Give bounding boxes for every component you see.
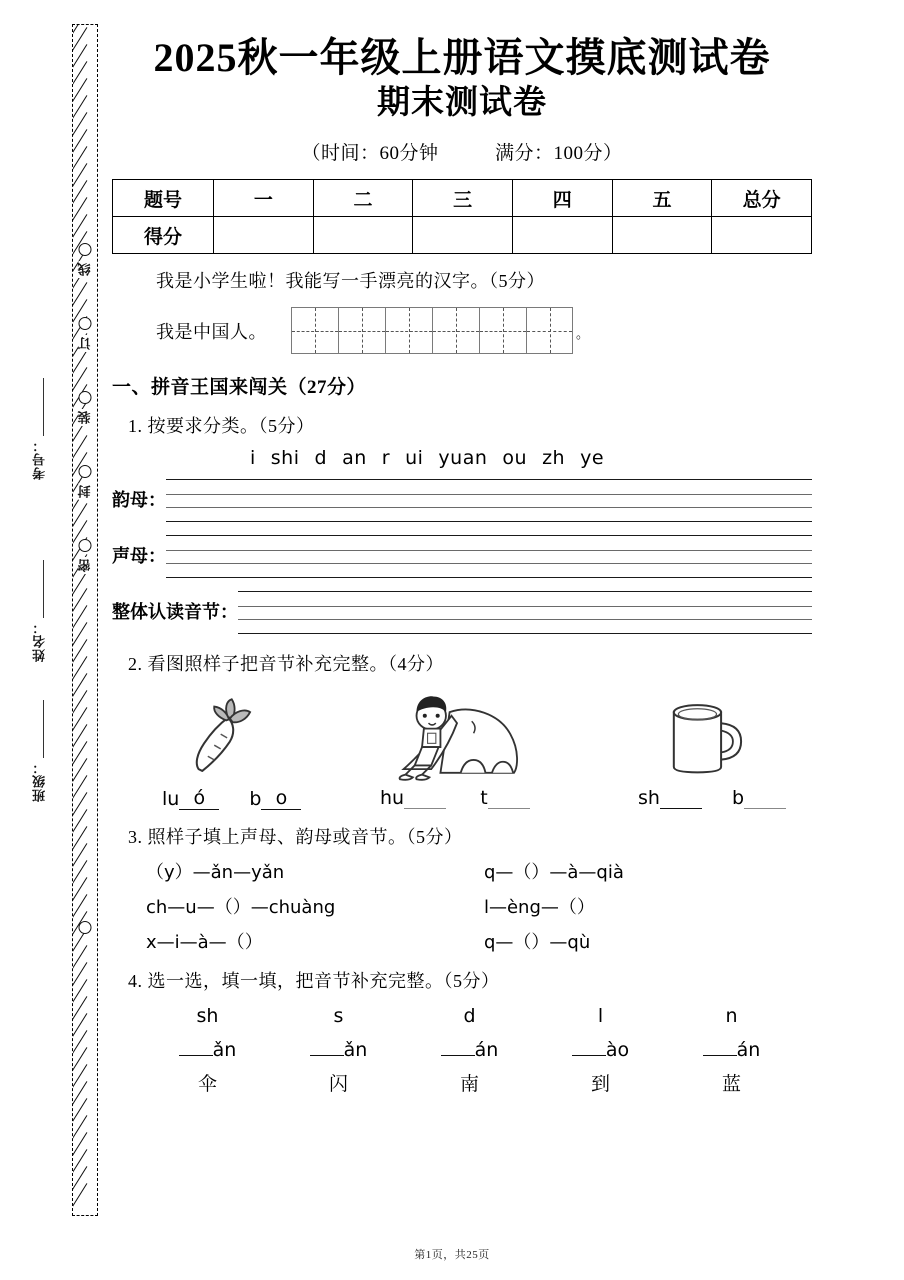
q4-character-0: 伞: [197, 1073, 217, 1095]
binding-char-3: 封: [77, 485, 93, 498]
q2-prefix-2: b: [249, 788, 262, 811]
question-1-heading: 1. 按要求分类。（5分）: [128, 416, 315, 437]
page-footer: 第1页，共25页: [414, 1249, 490, 1261]
four-line-guide[interactable]: [166, 529, 812, 581]
question-no-5: 五: [612, 180, 712, 217]
binding-hole-icon: [79, 391, 92, 404]
score-cell-5[interactable]: [612, 217, 712, 254]
label-shengmu: 声母：: [112, 546, 166, 567]
pinyin-bank-item-5: ui: [405, 447, 424, 470]
score-cell-2[interactable]: [313, 217, 413, 254]
q3-item-4-pre: x—i—à—（: [146, 932, 245, 954]
row-header-question-no: 题号: [113, 180, 214, 217]
q3-item-2-pre: ch—u—（: [146, 897, 233, 919]
q4-initial-3: l: [597, 1005, 604, 1028]
character-grid-cell[interactable]: [432, 307, 479, 354]
binding-char-2: 装: [77, 411, 93, 424]
question-2-answers: [112, 787, 812, 810]
page-subtitle-main: 期末测试卷: [377, 85, 547, 122]
class-rule: [43, 700, 44, 758]
q4-initial-1: s: [333, 1005, 344, 1028]
character-grid[interactable]: [291, 307, 573, 354]
main-content: [112, 34, 812, 1102]
q3-item-1-post: ）—à—qià: [531, 862, 624, 884]
name-rule: [43, 560, 44, 618]
q3-row-1: [146, 858, 812, 884]
binding-char-4: 密: [77, 559, 93, 572]
q2-blank-4[interactable]: [488, 808, 530, 809]
binding-hole-icon: [79, 243, 92, 256]
q4-initial-0: sh: [196, 1005, 219, 1028]
character-grid-cell[interactable]: [338, 307, 385, 354]
exam-meta: [112, 138, 812, 165]
question-4-heading: 4. 选一选，填一填，把音节补充完整。（5分）: [128, 971, 500, 992]
q3-item-5-post: ）—qù: [531, 932, 591, 954]
question-3-heading: 3. 照样子填上声母、韵母或音节。（5分）: [128, 827, 463, 848]
q4-initial-2: d: [463, 1005, 476, 1028]
q3-item-4[interactable]: [146, 928, 484, 954]
q2-blank-3[interactable]: [404, 808, 446, 809]
q4-initials-row: [142, 1001, 812, 1031]
exam-total-score: 满分：100分）: [495, 143, 623, 165]
score-cell-4[interactable]: [512, 217, 612, 254]
binding-hole-icon: [79, 921, 92, 934]
handwriting-prompt: 我是小学生啦！我能写一手漂亮的汉字。（5分）: [156, 271, 545, 292]
binding-hole-icon: [79, 465, 92, 478]
q4-final-3[interactable]: ào: [535, 1032, 666, 1068]
q3-item-4-post: ）: [244, 932, 263, 954]
four-line-guide[interactable]: [238, 585, 812, 637]
character-grid-cell[interactable]: [385, 307, 432, 354]
q4-character-4: 蓝: [721, 1073, 741, 1095]
score-cell-1[interactable]: [214, 217, 314, 254]
q4-final-1[interactable]: ǎn: [273, 1032, 404, 1068]
pinyin-bank-item-3: an: [342, 447, 367, 470]
q4-character-2: 南: [459, 1073, 479, 1095]
q2-blank-2[interactable]: o: [261, 787, 301, 810]
label-yunmu: 韵母：: [112, 490, 166, 511]
q3-item-2-post: ）—chuàng: [232, 897, 336, 919]
q3-item-5[interactable]: [484, 928, 812, 954]
q3-item-1-pre: q—（: [483, 862, 532, 884]
character-grid-cell[interactable]: [526, 307, 573, 354]
handwriting-end-mark: 。: [576, 326, 590, 342]
q2-prefix-3: hu: [380, 787, 405, 810]
q3-row-3: [146, 928, 812, 954]
section-one-heading: 一、拼音王国来闯关（27分）: [112, 377, 367, 399]
q4-characters-row: [142, 1068, 812, 1102]
q3-example: （y）—ǎn—yǎn: [146, 862, 285, 884]
q2-prefix-4: t: [480, 787, 488, 810]
handwriting-row: [112, 307, 812, 354]
q4-final-2[interactable]: án: [404, 1032, 535, 1068]
score-table: [112, 179, 812, 254]
exam-number-rule: [43, 378, 44, 436]
question-no-2: 二: [313, 180, 413, 217]
pinyin-bank-item-9: ye: [580, 447, 605, 470]
answer-group-zhengti: [112, 585, 812, 637]
label-zhengti: 整体认读音节：: [112, 602, 238, 623]
q3-item-3[interactable]: [484, 893, 812, 919]
binding-hole-icon: [79, 539, 92, 552]
answer-pair-carrot: [112, 787, 322, 810]
q2-prefix-1: lu: [162, 788, 180, 811]
score-cell-total[interactable]: [712, 217, 812, 254]
question-2-heading: 2. 看图照样子把音节补充完整。（4分）: [128, 654, 444, 675]
q4-finals-row[interactable]: [142, 1032, 812, 1068]
handwriting-sentence: 我是中国人。: [156, 321, 267, 342]
pinyin-bank-item-0: i: [250, 447, 256, 470]
carrot-icon: [112, 690, 322, 782]
pinyin-bank-item-7: ou: [502, 447, 528, 470]
pinyin-bank-item-8: zh: [542, 447, 566, 470]
binding-char-0: 线: [77, 263, 93, 276]
picture-row: [112, 686, 812, 782]
question-4-body: [112, 1001, 812, 1102]
q4-character-3: 到: [590, 1073, 610, 1095]
exam-number-label: 考号：: [32, 438, 47, 480]
binding-hole-icon: [79, 317, 92, 330]
pinyin-word-bank: [112, 447, 812, 469]
q2-blank-6[interactable]: [744, 808, 786, 809]
answer-group-yunmu: [112, 473, 812, 525]
answer-pair-slide: [322, 787, 592, 810]
table-row: [113, 217, 812, 254]
q2-blank-5[interactable]: [660, 808, 702, 809]
pinyin-bank-item-6: yuan: [438, 447, 488, 470]
row-header-score: 得分: [113, 217, 214, 254]
score-cell-3[interactable]: [413, 217, 513, 254]
page-title: 2025秋一年级上册语文摸底测试卷: [153, 35, 771, 80]
question-3-body: [112, 858, 812, 954]
q3-item-1[interactable]: [484, 858, 812, 884]
name-label: 姓名：: [32, 620, 47, 662]
q3-item-2[interactable]: [146, 893, 484, 919]
question-no-1: 一: [214, 180, 314, 217]
cup-icon: [592, 690, 812, 782]
question-no-4: 四: [512, 180, 612, 217]
pinyin-bank-item-4: r: [381, 447, 391, 470]
q2-prefix-6: b: [732, 787, 745, 810]
answer-group-shengmu: [112, 529, 812, 581]
slide-icon: [322, 690, 592, 782]
question-no-total: 总分: [712, 180, 812, 217]
q2-prefix-5: sh: [638, 787, 660, 810]
q2-blank-1[interactable]: ó: [179, 787, 219, 810]
character-grid-cell[interactable]: [291, 307, 338, 354]
table-row: [113, 180, 812, 217]
answer-pair-cup: [592, 787, 812, 810]
class-label: 班级：: [32, 760, 47, 802]
four-line-guide[interactable]: [166, 473, 812, 525]
q3-item-3-post: ）: [576, 897, 595, 919]
hatch-pattern: [73, 25, 97, 1215]
exam-duration: （时间：60分钟: [301, 143, 439, 165]
q4-character-1: 闪: [328, 1073, 348, 1095]
pinyin-bank-item-2: d: [314, 447, 328, 470]
character-grid-cell[interactable]: [479, 307, 526, 354]
q4-initial-4: n: [725, 1005, 738, 1028]
question-no-3: 三: [413, 180, 513, 217]
q4-final-0[interactable]: ǎn: [142, 1032, 273, 1068]
binding-strip: [72, 24, 98, 1216]
q3-row-2: [146, 893, 812, 919]
binding-char-1: 订: [77, 337, 93, 350]
q3-item-5-pre: q—（: [483, 932, 532, 954]
q3-item-3-pre: l—èng—（: [483, 897, 577, 919]
q4-final-4[interactable]: án: [666, 1032, 797, 1068]
pinyin-bank-item-1: shi: [270, 447, 300, 470]
